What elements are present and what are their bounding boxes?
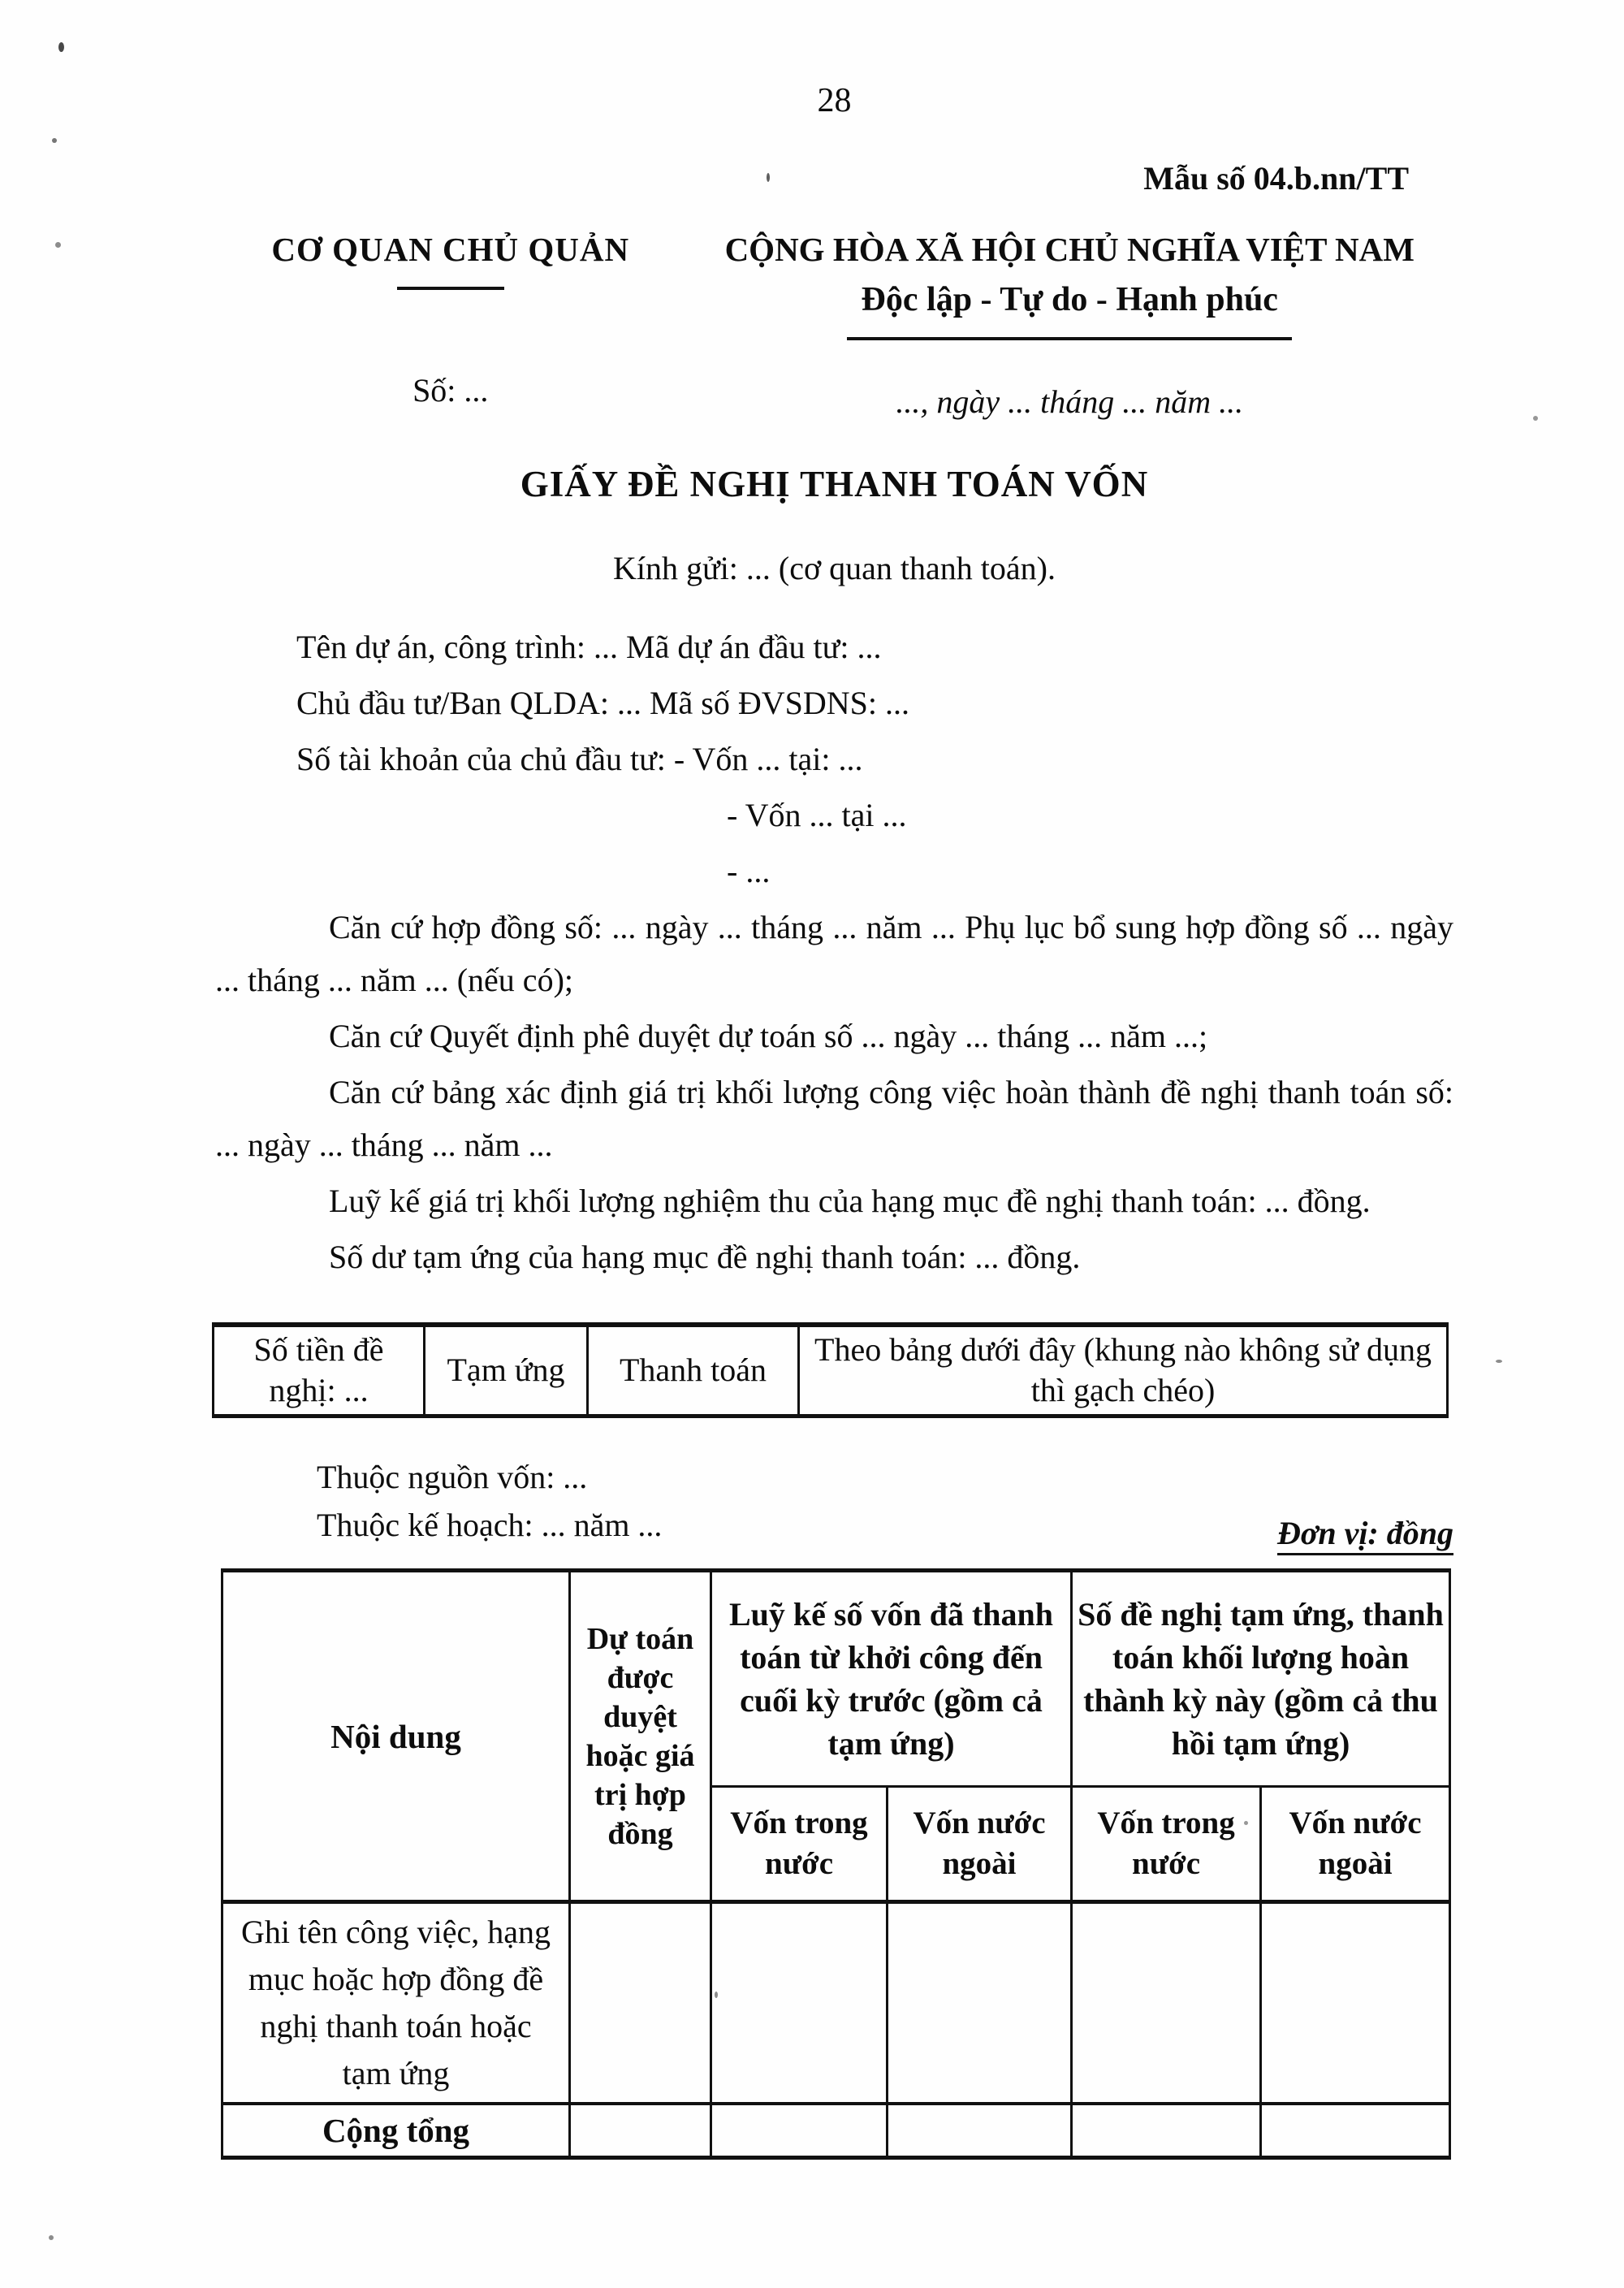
amount-summary-table (212, 1322, 1449, 1418)
amount-summary-row (214, 1325, 1448, 1416)
national-motto: Độc lập - Tự do - Hạnh phúc (861, 281, 1278, 318)
header-left-column (215, 230, 686, 421)
unit-note (215, 1514, 1453, 1552)
motto-underline (847, 337, 1292, 340)
total-row-label: Cộng tổng (222, 2104, 570, 2157)
form-code: Mẫu số 04.b.nn/TT (1143, 160, 1409, 197)
amount-note-cell: Theo bảng dưới đây (khung nào không sử dụng thì gạch chéo) (799, 1325, 1448, 1416)
scan-speck (58, 42, 64, 52)
detail-body-row (222, 1902, 1450, 2104)
empty-cell (570, 2104, 711, 2157)
subheader-foreign-capital-1: Vốn nước ngoài (888, 1787, 1072, 1902)
national-title: CỘNG HÒA XÃ HỘI CHỦ NGHĨA VIỆT NAM (724, 231, 1415, 268)
header-right-column (686, 230, 1454, 421)
empty-cell (711, 1902, 888, 2104)
scan-speck (55, 242, 61, 248)
accumulated-group-header: Luỹ kế số vốn đã thanh toán từ khởi công đến cuối kỳ trước (gồm cả tạm ứng) (711, 1571, 1072, 1787)
empty-cell (711, 2104, 888, 2157)
empty-cell (888, 1902, 1072, 2104)
total-row (222, 2104, 1450, 2157)
paragraph-volume-basis: Căn cứ bảng xác định giá trị khối lượng công việc hoàn thành đề nghị thanh toán số: ... ngày ... tháng ... năm ... (215, 1074, 1453, 1163)
scan-speck (49, 2235, 54, 2240)
salutation-line: Kính gửi: ... (cơ quan thanh toán). (613, 550, 1056, 586)
scan-speck (52, 138, 57, 143)
requested-group-header: Số đề nghị tạm ứng, thanh toán khối lượng hoàn thành kỳ này (gồm cả thu hồi tạm ứng) (1072, 1571, 1450, 1787)
paragraph-account-2: - Vốn ... tại ... (727, 797, 907, 833)
capital-source-line: Thuộc nguồn vốn: ... (317, 1459, 588, 1495)
detail-header-row-1 (222, 1571, 1450, 1787)
empty-cell (1072, 2104, 1261, 2157)
advance-option-cell: Tạm ứng (425, 1325, 588, 1416)
content-column-header: Nội dung (222, 1571, 570, 1902)
detail-table (221, 1568, 1451, 2160)
estimate-column-header: Dự toán được duyệt hoặc giá trị hợp đồng (570, 1571, 711, 1902)
empty-cell (1072, 1902, 1261, 2104)
body-paragraphs (215, 621, 1453, 1287)
amount-requested-cell: Số tiền đề nghị: ... (214, 1325, 425, 1416)
date-line: ..., ngày ... tháng ... năm ... (896, 383, 1244, 420)
paragraph-advance-balance: Số dư tạm ứng của hạng mục đề nghị thanh toán: ... đồng. (329, 1239, 1081, 1275)
empty-cell (1261, 1902, 1450, 2104)
unit-note-text: Đơn vị: đồng (1277, 1515, 1453, 1555)
page-number: 28 (817, 82, 852, 119)
paragraph-investor: Chủ đầu tư/Ban QLDA: ... Mã số ĐVSDNS: ... (296, 685, 910, 721)
issuing-org-title: CƠ QUAN CHỦ QUẢN (271, 231, 630, 268)
paragraph-account: Số tài khoản của chủ đầu tư: - Vốn ... tại: ... (296, 741, 863, 777)
org-underline (397, 287, 504, 290)
body-row-label: Ghi tên công việc, hạng mục hoặc hợp đồng đề nghị thanh toán hoặc tạm ứng (222, 1902, 570, 2104)
subheader-domestic-capital-1: Vốn trong nước (711, 1787, 888, 1902)
subheader-foreign-capital-2: Vốn nước ngoài (1261, 1787, 1450, 1902)
empty-cell (1261, 2104, 1450, 2157)
document-header (215, 230, 1453, 421)
subheader-domestic-capital-2: Vốn trong nước (1072, 1787, 1261, 1902)
paragraph-accumulated-value: Luỹ kế giá trị khối lượng nghiệm thu của hạng mục đề nghị thanh toán: ... đồng. (329, 1183, 1371, 1219)
payment-option-cell: Thanh toán (588, 1325, 799, 1416)
doc-number-line: Số: ... (412, 372, 489, 409)
empty-cell (888, 2104, 1072, 2157)
plan-year-line: Thuộc kế hoạch: ... năm ... (317, 1507, 663, 1543)
scan-speck (1496, 1360, 1502, 1363)
document-title: GIẤY ĐỀ NGHỊ THANH TOÁN VỐN (520, 464, 1149, 504)
empty-cell (570, 1902, 711, 2104)
paragraph-project: Tên dự án, công trình: ... Mã dự án đầu tư: ... (296, 629, 882, 665)
scan-speck (1533, 416, 1538, 421)
paragraph-contract-basis: Căn cứ hợp đồng số: ... ngày ... tháng ... năm ... Phụ lục bổ sung hợp đồng số ... ngày ... tháng ... năm ... (nếu có); (215, 909, 1453, 998)
paragraph-account-3: - ... (727, 853, 771, 889)
paragraph-decision-basis: Căn cứ Quyết định phê duyệt dự toán số ... ngày ... tháng ... năm ...; (329, 1018, 1208, 1054)
